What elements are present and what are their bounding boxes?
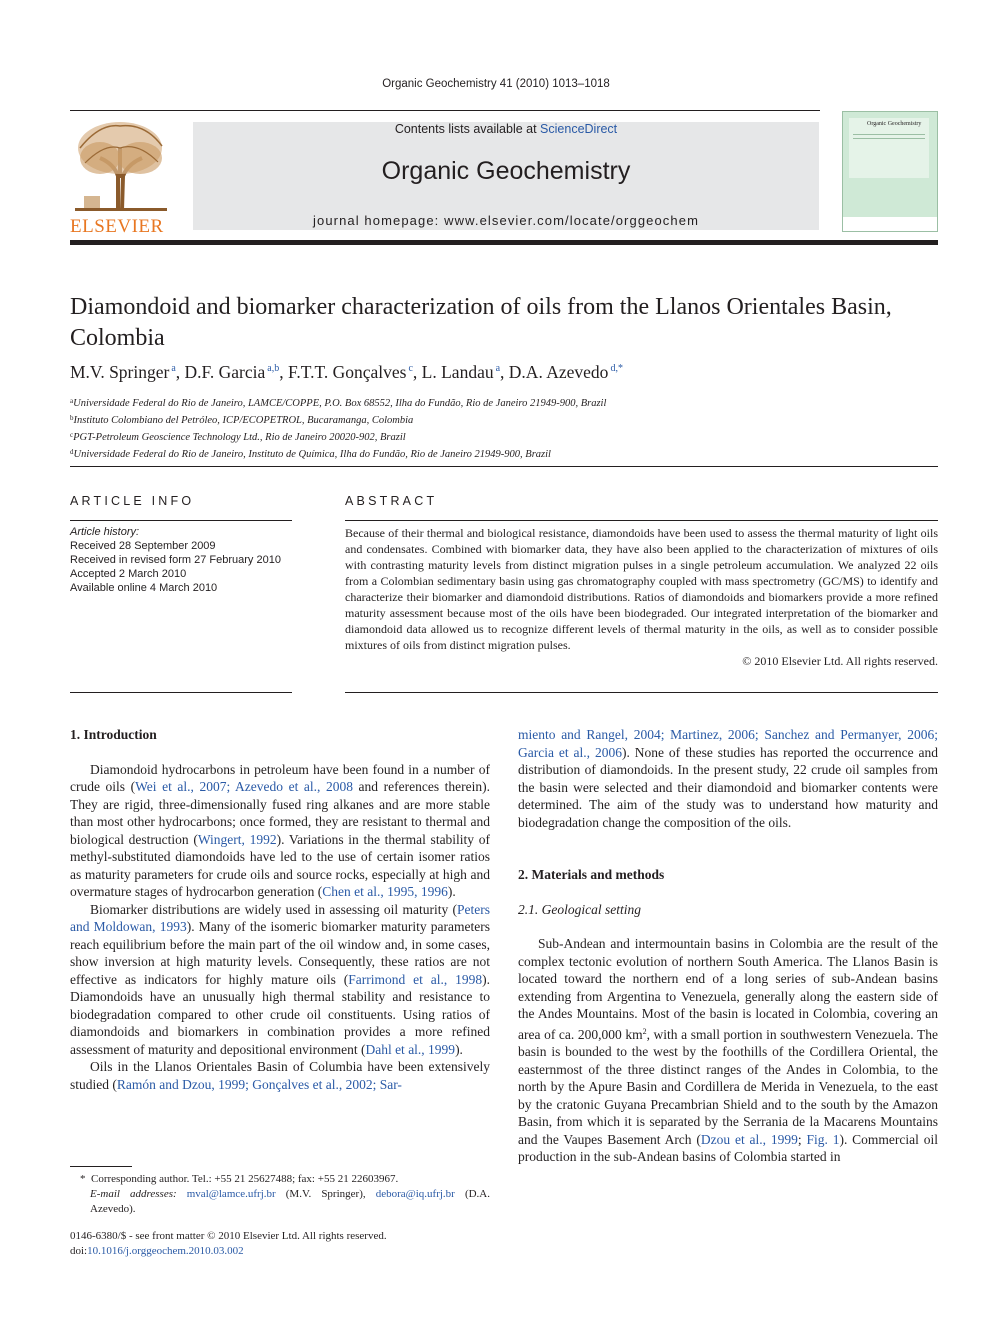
- paragraph-text: ). Commercial oil production in the sub-Andean basins of Colombia started in: [518, 1131, 938, 1164]
- cover-footer: [843, 217, 937, 231]
- abstract-text: Because of their thermal and biological resistance, diamondoids have been used to assess the thermal maturity of light oils and condensates. Combined with biomarker data, they have also been applied to the characterization of mixtures of oils with contrasting maturity levels from distinct migration pulses in a single petroleum accumulation. We analyzed 22 oils from a Colombian sedimentary basin using gas chromatography coupled with mass spectrometry (GC/MS) to identify and characterize their biomarker and diamondoid distributions. Ratios of diamondoids and biomarkers provide a more refined maturity assessment because most of the oils have been biodegraded. Our integrated interpretation of the biomarker and diamondoid data allowed us to recognize different levels of thermal maturity in the oils, as well as to consider possible mixtures of oils from distinct migration pulses.: [345, 526, 938, 652]
- elsevier-logo[interactable]: [70, 118, 172, 237]
- author-affiliation-mark[interactable]: a: [495, 363, 501, 374]
- paragraph-text: , with a small portion in southwestern Venezuela. The basin is bounded to the west by the foothills of the Cordillera Oriental, the easternmost of the three distinct ranges of the Andes in Colombia, to the north by the Apure Basin and Cordillera de Merida in Venezuela, to the east by the cratonic Guyana Precambrian Shield and to the south by the Amazon Basin, from which it is separated by the Serrania de la Macarens Mountains and the Vaupes Basement Arch (: [518, 1026, 938, 1147]
- left-column: [70, 726, 490, 1093]
- author-affiliation-mark[interactable]: c: [408, 363, 413, 374]
- doi-line: [70, 1244, 490, 1259]
- author-affiliation-mark[interactable]: a,b: [267, 363, 280, 374]
- citation-link[interactable]: Wingert, 1992: [197, 831, 277, 847]
- author-name: D.A. Azevedo: [508, 362, 609, 382]
- citation-link[interactable]: Fig. 1: [806, 1131, 840, 1147]
- footnote: [70, 1172, 490, 1217]
- abstract-bottom-rule: [345, 692, 938, 693]
- accepted-date: Accepted 2 March 2010: [70, 568, 187, 580]
- sciencedirect-link[interactable]: ScienceDirect: [540, 122, 618, 136]
- paragraph-text: ). Diamondoids have an unusually high thermal stability and resistance to biodegradation compared to other crude oil constituents. Using ratios of diamondoids and biomarkers in combination provides a more refined assessment of maturity and depositional environment (: [70, 971, 490, 1057]
- affiliation-mark: b: [70, 414, 74, 422]
- corresponding-author-note: [70, 1172, 490, 1187]
- paragraph-text: ).: [455, 1041, 463, 1057]
- affiliation: [70, 411, 938, 428]
- paragraph-text: ). None of these studies has reported the occurrence and distribution of diamondoids. In the present study, 22 crude oil samples from the basin were selected and their diamondoid and biomarker contents were determined. The aim of the study was to understand how maturity and biodegradation change the composition of the oils.: [518, 744, 938, 830]
- page-footer: [70, 1229, 490, 1259]
- intro-heading: 1. Introduction: [70, 727, 157, 742]
- online-date: Available online 4 March 2010: [70, 582, 218, 594]
- contents-line: [193, 122, 819, 136]
- article-info-heading: ARTICLE INFO: [70, 494, 195, 508]
- paragraph-text: Sub-Andean and intermountain basins in Colombia are the result of the complex tectonic evolution of northern South America. The Llanos Basin is located toward the northern end of a long series of sub-Andean basins extending from Argentina to Venezuela, generally along the eastern side of the Andes Mountains. Most of the basin is located in Colombia, covering an area of ca. 200,000 km: [518, 936, 938, 1042]
- geological-setting-paragraph: [518, 935, 938, 1166]
- paragraph-text: ). Variations in the thermal stability of methyl-substituted diamondoids have led to the use of certain isomer ratios as maturity parameters for crude oils and source rocks, especially at high and overmature stages of hydrocarbon generation (: [70, 831, 490, 899]
- title-bottom-rule: [70, 466, 938, 467]
- paragraph-text: Diamondoid hydrocarbons in petroleum have been found in a number of crude oils (: [70, 761, 490, 794]
- citation-link[interactable]: miento and Rangel, 2004; Martinez, 2006; Sanchez and Permanyer, 2006; Garcia et al., 2006: [518, 727, 938, 760]
- cover-title: Organic Geochemistry: [867, 121, 922, 127]
- elsevier-wordmark: ELSEVIER: [70, 216, 164, 237]
- revised-date: Received in revised form 27 February 2010: [70, 554, 281, 566]
- email-link-azevedo[interactable]: debora@iq.ufrj.br: [375, 1188, 455, 1200]
- paragraph-text: ;: [797, 1131, 807, 1147]
- citation-link[interactable]: Dzou et al., 1999: [700, 1131, 798, 1147]
- author-list: M.V. Springer $^a$, D.F. Garcia $^{a,b}$, F.T.T. Gonçalves $^c$, L. Landau $^a$, D.A. Azevedo $^{d,*}$: [70, 362, 623, 382]
- email-addresses: [70, 1187, 490, 1217]
- affiliation-text: Universidade Federal do Rio de Janeiro, Instituto de Química, Ilha do Fundão, Rio de Janeiro 21949-900, Brazil: [73, 449, 551, 460]
- article-info-rule: [70, 520, 292, 521]
- article-history: [70, 525, 292, 595]
- journal-citation: Organic Geochemistry 41 (2010) 1013–1018: [382, 78, 610, 90]
- received-date: Received 28 September 2009: [70, 540, 216, 552]
- intro-paragraph-3-continued: [518, 726, 938, 831]
- paragraph-text: Biomarker distributions are widely used in assessing oil maturity (: [90, 901, 457, 917]
- intro-paragraph-3: [70, 1058, 490, 1093]
- elsevier-tree-icon: [70, 118, 172, 213]
- email-link-springer[interactable]: mval@lamce.ufrj.br: [186, 1188, 276, 1200]
- author-name: D.F. Garcia: [184, 362, 266, 382]
- citation-link[interactable]: Chen et al., 1995, 1996: [322, 884, 448, 899]
- author-name: M.V. Springer: [70, 362, 170, 382]
- affiliation: [70, 445, 938, 462]
- author-name: F.T.T. Gonçalves: [287, 362, 407, 382]
- methods-heading: 2. Materials and methods: [518, 867, 665, 882]
- paragraph-text: ). Many of the isomeric biomarker maturity parameters reach equilibrium before the main part of the oil window and, in some cases, show inversion at high maturity levels. Consequently, these ratios are not effective as indicators for highly mature oils (: [70, 919, 490, 987]
- cover-rule: [853, 134, 925, 135]
- abstract-body: [345, 525, 938, 669]
- contents-prefix: Contents lists available at: [394, 122, 541, 136]
- affiliation-mark: a: [70, 397, 74, 405]
- abstract-rule: [345, 520, 938, 521]
- journal-banner: [193, 122, 819, 230]
- email-label: E-mail addresses:: [90, 1188, 177, 1200]
- history-label: Article history:: [70, 526, 140, 538]
- footnote-rule: [70, 1166, 132, 1167]
- cover-rule: [853, 138, 925, 139]
- affiliation-text: Instituto Colombiano del Petróleo, ICP/ECOPETROL, Bucaramanga, Colombia: [73, 415, 414, 426]
- paragraph-text: 2: [642, 1026, 647, 1036]
- affiliation-text: Universidade Federal do Rio de Janeiro, LAMCE/COPPE, P.O. Box 68552, Ilha do Fundão, Rio de Janeiro 21949-900, Brazil: [73, 398, 607, 409]
- journal-cover-thumbnail[interactable]: [842, 111, 938, 232]
- citation-link[interactable]: Farrimond et al., 1998: [348, 971, 483, 987]
- geological-setting-heading: 2.1. Geological setting: [518, 901, 641, 917]
- citation-link[interactable]: Dahl et al., 1999: [365, 1041, 456, 1057]
- cover-title-area: [849, 118, 929, 178]
- email-owner-springer: (M.V. Springer),: [275, 1188, 376, 1200]
- issn-line: 0146-6380/$ - see front matter © 2010 Elsevier Ltd. All rights reserved.: [70, 1230, 387, 1242]
- affiliation-list: [70, 394, 938, 462]
- paragraph-text: ).: [447, 884, 456, 899]
- homepage-prefix: journal homepage:: [313, 213, 445, 228]
- intro-paragraph-1: [70, 761, 490, 901]
- author-affiliation-mark[interactable]: d,*: [610, 363, 623, 374]
- affiliation: [70, 394, 938, 411]
- author-name: L. Landau: [421, 362, 494, 382]
- abstract-heading: ABSTRACT: [345, 494, 438, 508]
- abstract-copyright: © 2010 Elsevier Ltd. All rights reserved.: [742, 654, 938, 668]
- intro-paragraph-2: [70, 901, 490, 1059]
- article-info-bottom-rule: [70, 692, 292, 693]
- paragraph-text: Oils in the Llanos Orientales Basin of Columbia have been extensively studied (: [70, 1059, 490, 1092]
- homepage-url-link[interactable]: www.elsevier.com/locate/orggeochem: [444, 213, 699, 228]
- journal-homepage: [193, 213, 819, 228]
- corresponding-text: Corresponding author. Tel.: +55 21 25627488; fax: +55 21 22603967.: [91, 1173, 399, 1185]
- article-title: Diamondoid and biomarker characterization of oils from the Llanos Orientales Basin, Colombia: [70, 294, 892, 351]
- affiliation-mark: d: [70, 448, 74, 456]
- paragraph-text: and references therein). They are rigid, three-dimensionally fused ring alkanes and are more stable than most other hydrocarbons; once formed, they are resistant to thermal and biological destruction (: [70, 779, 490, 847]
- citation-link[interactable]: Wei et al., 2007; Azevedo et al., 2008: [135, 779, 353, 794]
- author-affiliation-mark[interactable]: a: [171, 363, 176, 374]
- header-thick-rule: [70, 240, 938, 245]
- right-column: [518, 726, 938, 1166]
- header-top-rule: [70, 110, 820, 111]
- citation-link[interactable]: Ramón and Dzou, 1999; Gonçalves et al., 2002; Sar-: [116, 1076, 402, 1092]
- doi-link[interactable]: 10.1016/j.orggeochem.2010.03.002: [87, 1245, 244, 1257]
- email-owner-azevedo: (D.A. Azevedo).: [90, 1188, 490, 1215]
- affiliation: [70, 428, 938, 445]
- journal-title: Organic Geochemistry: [381, 157, 631, 185]
- footnote-star: *: [80, 1173, 86, 1185]
- affiliation-mark: c: [70, 431, 74, 439]
- citation-link[interactable]: Peters and Moldowan, 1993: [70, 901, 490, 934]
- doi-prefix: doi:: [70, 1245, 88, 1257]
- affiliation-text: PGT-Petroleum Geoscience Technology Ltd., Rio de Janeiro 20020-902, Brazil: [73, 432, 406, 443]
